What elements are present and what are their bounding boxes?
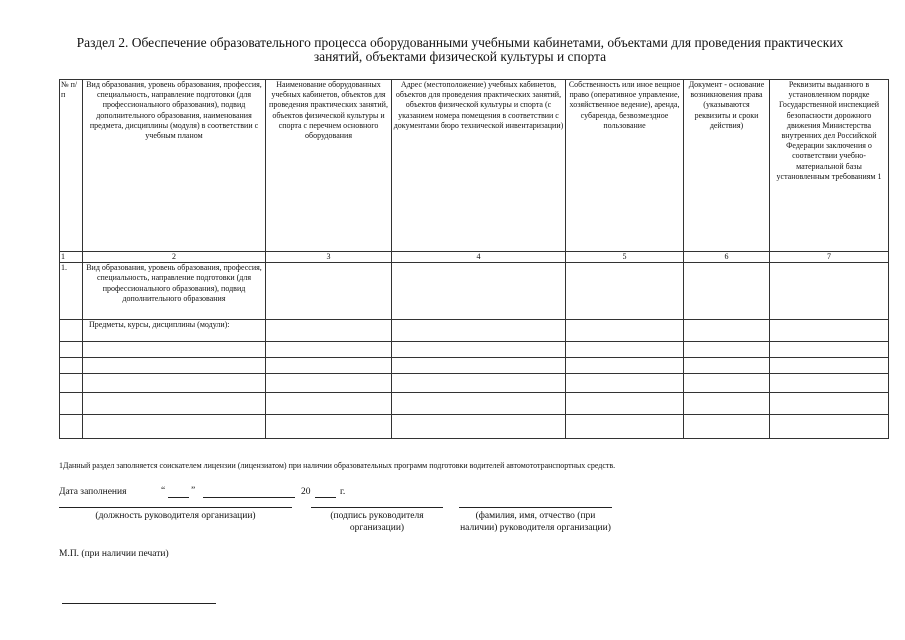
- quote-open: “: [161, 486, 166, 496]
- column-number: 6: [684, 252, 770, 263]
- table-cell[interactable]: [684, 415, 770, 439]
- table-cell[interactable]: [566, 320, 684, 342]
- table-cell[interactable]: [60, 374, 83, 393]
- position-caption: (должность руководителя организации): [95, 511, 256, 521]
- table-cell[interactable]: [392, 393, 566, 415]
- table-cell[interactable]: [266, 415, 392, 439]
- table-row: [60, 342, 889, 358]
- table-cell[interactable]: [566, 342, 684, 358]
- header-row: [60, 80, 889, 252]
- column-number: 1: [60, 252, 83, 263]
- table-cell[interactable]: [83, 393, 266, 415]
- day-field[interactable]: [168, 497, 189, 498]
- table-cell[interactable]: [392, 358, 566, 374]
- table-row: [60, 374, 889, 393]
- table-cell[interactable]: [566, 263, 684, 320]
- header-address: Адрес (местоположение) учебных кабинетов, объектов для проведения практических занятий, объектов физической культуры и спорта (с указанием номера помещения в соответствии с документами бюро технической инвентаризации): [392, 80, 566, 252]
- facilities-table: [59, 79, 889, 439]
- table-cell[interactable]: [83, 374, 266, 393]
- table-cell[interactable]: [770, 342, 889, 358]
- table-cell[interactable]: [684, 374, 770, 393]
- year-field[interactable]: [315, 497, 336, 498]
- column-number: 3: [266, 252, 392, 263]
- table-cell[interactable]: [770, 263, 889, 320]
- table-cell[interactable]: [392, 374, 566, 393]
- table-row: [60, 415, 889, 439]
- table-cell[interactable]: [266, 320, 392, 342]
- table-cell[interactable]: [266, 342, 392, 358]
- bottom-line[interactable]: [62, 603, 216, 604]
- column-number: 4: [392, 252, 566, 263]
- position-line[interactable]: [59, 507, 292, 508]
- table-cell[interactable]: [566, 358, 684, 374]
- table-cell[interactable]: [566, 374, 684, 393]
- table-cell[interactable]: [684, 358, 770, 374]
- header-ownership: Собственность или иное вещное право (оперативное управление, хозяйственное ведение), аренда, субаренда, безвозмездное пользование: [566, 80, 684, 252]
- table-cell[interactable]: [392, 415, 566, 439]
- table-cell[interactable]: [684, 320, 770, 342]
- year-suffix: г.: [340, 487, 346, 497]
- header-education-type: Вид образования, уровень образования, профессия, специальность, направление подготовки (для профессионального образования), подвид дополнительного образования, наименования предмета, дисциплины (модуля) в соответствии с учебным планом: [83, 80, 266, 252]
- table-cell[interactable]: [392, 342, 566, 358]
- column-number: 7: [770, 252, 889, 263]
- table-cell[interactable]: [684, 342, 770, 358]
- table-cell[interactable]: [60, 320, 83, 342]
- section-title: Раздел 2. Обеспечение образовательного процесса оборудованными учебными кабинетами, объектами для проведения практических занятий, объектами физической культуры и спорта: [76, 35, 844, 64]
- table-row: [60, 263, 889, 320]
- table-cell[interactable]: [83, 358, 266, 374]
- name-line[interactable]: [459, 507, 612, 508]
- table-cell[interactable]: [266, 393, 392, 415]
- footnote: 1Данный раздел заполняется соискателем лицензии (лицензиатом) при наличии образовательных программ подготовки водителей автомототранспортных средств.: [59, 461, 616, 470]
- table-cell[interactable]: [770, 374, 889, 393]
- table-cell[interactable]: [83, 342, 266, 358]
- row-number: 1.: [60, 263, 83, 320]
- table-cell[interactable]: [566, 393, 684, 415]
- column-number: 2: [83, 252, 266, 263]
- row-education-type: Вид образования, уровень образования, профессия, специальность, направление подготовки (для профессионального образования), подвид дополнительного образования: [83, 263, 266, 320]
- quote-close: ”: [191, 486, 196, 496]
- table-cell[interactable]: [266, 358, 392, 374]
- column-number-row: [60, 252, 889, 263]
- header-gibdd-conclusion: Реквизиты выданного в установленном порядке Государственной инспекцией безопасности дорожного движения Министерства внутренних дел Российской Федерации заключения о соответствии учебно- материальной базы установленным требованиям 1: [770, 80, 889, 252]
- table-cell[interactable]: [60, 342, 83, 358]
- stamp-label: М.П. (при наличии печати): [59, 549, 169, 559]
- table-cell[interactable]: [266, 374, 392, 393]
- table-cell[interactable]: [770, 358, 889, 374]
- table-row: [60, 320, 889, 342]
- table-row: [60, 393, 889, 415]
- table-cell[interactable]: [770, 415, 889, 439]
- year-prefix: 20: [301, 487, 311, 497]
- column-number: 5: [566, 252, 684, 263]
- table-cell[interactable]: [684, 393, 770, 415]
- table-cell[interactable]: [60, 415, 83, 439]
- table-cell[interactable]: [770, 393, 889, 415]
- table-cell[interactable]: [392, 263, 566, 320]
- table-cell[interactable]: [266, 263, 392, 320]
- table-cell[interactable]: [770, 320, 889, 342]
- table-cell[interactable]: [392, 320, 566, 342]
- header-document: Документ - основание возникновения права (указываются реквизиты и сроки действия): [684, 80, 770, 252]
- month-field[interactable]: [203, 497, 295, 498]
- name-caption: (фамилия, имя, отчество (при наличии) руководителя организации): [460, 511, 611, 533]
- signature-caption: (подпись руководителя организации): [330, 511, 424, 533]
- table-cell[interactable]: [684, 263, 770, 320]
- header-classroom-name: Наименование оборудованных учебных кабинетов, объектов для проведения практических занятий, объектов физической культуры и спорта с перечнем основного оборудования: [266, 80, 392, 252]
- signature-line[interactable]: [311, 507, 443, 508]
- row-subjects: Предметы, курсы, дисциплины (модули):: [83, 320, 266, 342]
- table-cell[interactable]: [60, 358, 83, 374]
- table-cell[interactable]: [83, 415, 266, 439]
- table-row: [60, 358, 889, 374]
- fill-date-label: Дата заполнения: [59, 487, 127, 497]
- table-cell[interactable]: [60, 393, 83, 415]
- header-number: № п/п: [60, 80, 83, 252]
- table-cell[interactable]: [566, 415, 684, 439]
